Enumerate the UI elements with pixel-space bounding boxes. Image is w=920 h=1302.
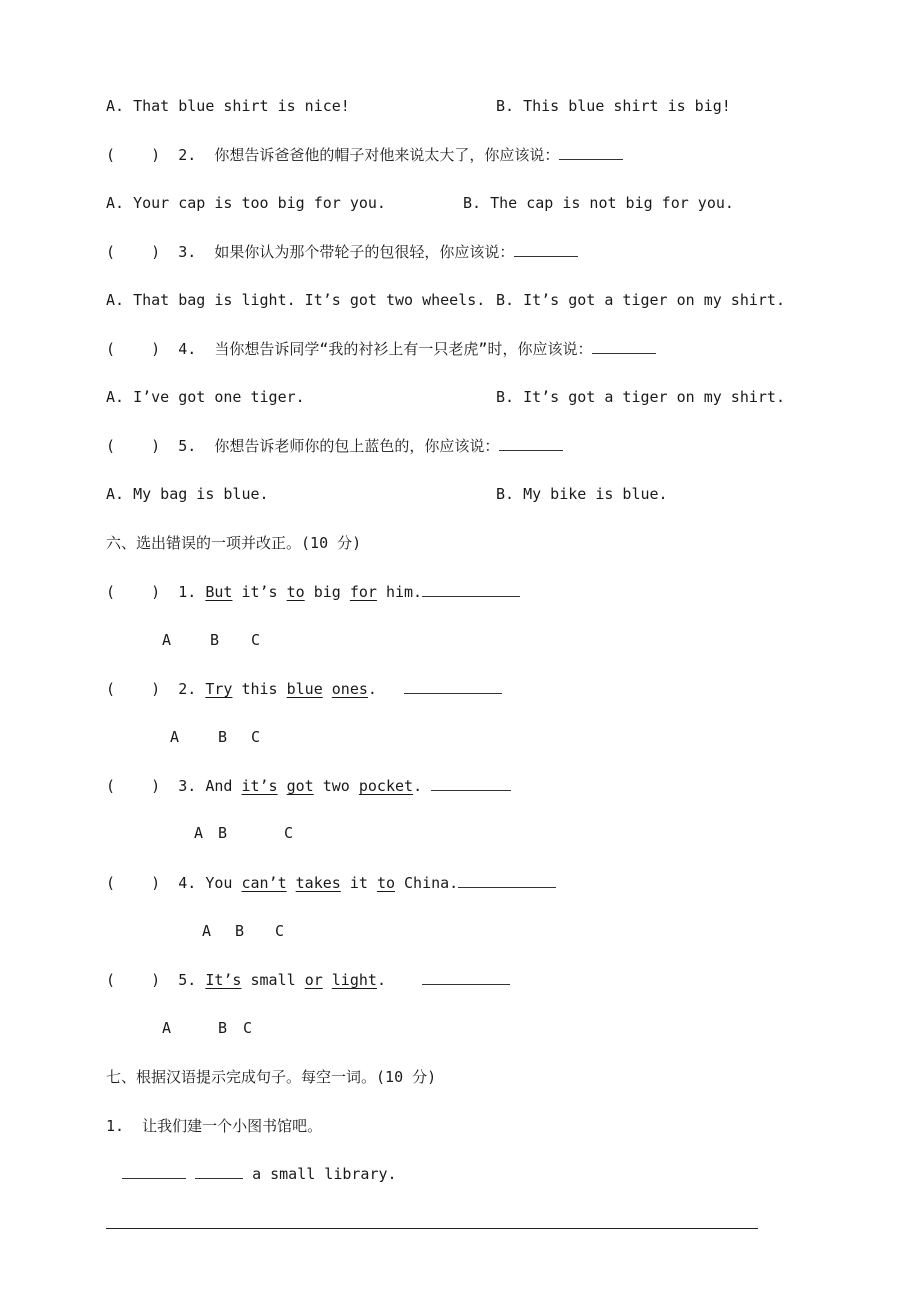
- letter-b: B: [235, 922, 245, 940]
- option-c-word: to: [376, 874, 395, 892]
- option-a-word: It’s: [205, 971, 242, 989]
- sentence-text: it’s: [232, 583, 287, 601]
- q5-option-b: B. My bike is blue.: [496, 485, 668, 503]
- letter-a: A: [162, 1019, 172, 1037]
- answer-paren: ( ): [106, 777, 161, 795]
- answer-blank[interactable]: [514, 242, 578, 257]
- q3-option-a: A. That bag is light. It’s got two wheels.: [106, 291, 486, 309]
- question-5: [106, 436, 563, 456]
- sentence-text: this: [232, 680, 287, 698]
- question-text: 你想告诉爸爸他的帽子对他来说太大了，你应该说：: [214, 146, 560, 164]
- letter-c: C: [251, 631, 261, 649]
- error-item-1: [106, 582, 520, 602]
- question-2: [106, 145, 623, 165]
- error-item-4: [106, 873, 556, 893]
- question-number: 1.: [178, 583, 197, 601]
- letter-c: C: [275, 922, 285, 940]
- correction-blank[interactable]: [422, 970, 510, 985]
- sentence-text: .: [376, 971, 386, 989]
- chinese-prompt: 让我们建一个小图书馆吧。: [142, 1117, 323, 1135]
- letter-c: C: [251, 728, 261, 746]
- answer-paren: ( ): [106, 146, 161, 164]
- question-number: 2.: [178, 146, 197, 164]
- letter-b: B: [210, 631, 220, 649]
- option-a-word: it’s: [241, 777, 278, 795]
- question-number: 4.: [178, 340, 197, 358]
- answer-paren: ( ): [106, 874, 161, 892]
- q1-option-b: B. This blue shirt is big!: [496, 97, 731, 115]
- question-text: 当你想告诉同学“我的衬衫上有一只老虎”时，你应该说：: [214, 340, 593, 358]
- sentence-text: a small library.: [252, 1165, 397, 1183]
- sentence-text: China.: [395, 874, 459, 892]
- error-item-3: [106, 776, 511, 796]
- correction-blank[interactable]: [458, 873, 556, 888]
- question-number: 4.: [178, 874, 197, 892]
- sentence-text: it: [340, 874, 377, 892]
- correction-blank[interactable]: [431, 776, 511, 791]
- letter-b: B: [218, 1019, 228, 1037]
- page-divider: [106, 1228, 758, 1229]
- sentence-text: .: [367, 680, 377, 698]
- question-3: [106, 242, 578, 262]
- answer-line-1: [122, 1164, 397, 1184]
- answer-paren: ( ): [106, 583, 161, 601]
- question-number: 3.: [178, 777, 197, 795]
- option-c-word: ones: [331, 680, 368, 698]
- answer-paren: ( ): [106, 680, 161, 698]
- section-7-heading: 七、根据汉语提示完成句子。每空一词。(10 分): [106, 1068, 437, 1086]
- question-number: 5.: [178, 437, 197, 455]
- translation-item-1: [106, 1116, 322, 1136]
- sentence-text: small: [241, 971, 305, 989]
- option-c-word: pocket: [358, 777, 414, 795]
- sentence-text: .: [413, 777, 423, 795]
- sentence-text: And: [205, 777, 242, 795]
- sentence-text: [287, 874, 296, 892]
- q2-option-a: A. Your cap is too big for you.: [106, 194, 386, 212]
- letter-a: A: [202, 922, 212, 940]
- answer-blank[interactable]: [592, 339, 656, 354]
- question-number: 1.: [106, 1117, 125, 1135]
- option-b-word: got: [286, 777, 314, 795]
- option-b-word: to: [286, 583, 305, 601]
- answer-blank[interactable]: [195, 1164, 243, 1179]
- q4-option-b: B. It’s got a tiger on my shirt.: [496, 388, 785, 406]
- letter-c: C: [243, 1019, 253, 1037]
- question-number: 3.: [178, 243, 197, 261]
- question-text: 你想告诉老师你的包上蓝色的，你应该说：: [214, 437, 500, 455]
- answer-paren: ( ): [106, 340, 161, 358]
- q3-option-b: B. It’s got a tiger on my shirt.: [496, 291, 785, 309]
- letter-b: B: [218, 824, 228, 842]
- q1-option-a: A. That blue shirt is nice!: [106, 97, 350, 115]
- answer-paren: ( ): [106, 971, 161, 989]
- letter-c: C: [284, 824, 294, 842]
- sentence-text: You: [205, 874, 242, 892]
- q4-option-a: A. I’ve got one tiger.: [106, 388, 305, 406]
- option-a-word: Try: [205, 680, 233, 698]
- option-b-word: or: [304, 971, 323, 989]
- letter-b: B: [218, 728, 228, 746]
- q2-option-b: B. The cap is not big for you.: [463, 194, 734, 212]
- question-4: [106, 339, 656, 359]
- sentence-text: [323, 680, 332, 698]
- option-b-word: takes: [295, 874, 341, 892]
- question-number: 5.: [178, 971, 197, 989]
- error-item-5: [106, 970, 510, 990]
- section-6-heading: 六、选出错误的一项并改正。(10 分): [106, 534, 362, 552]
- option-c-word: for: [349, 583, 377, 601]
- answer-paren: ( ): [106, 437, 161, 455]
- answer-blank[interactable]: [499, 436, 563, 451]
- error-item-2: [106, 679, 502, 699]
- option-a-word: But: [205, 583, 233, 601]
- sentence-text: [323, 971, 332, 989]
- answer-blank[interactable]: [122, 1164, 186, 1179]
- sentence-text: big: [304, 583, 350, 601]
- option-a-word: can’t: [241, 874, 287, 892]
- q5-option-a: A. My bag is blue.: [106, 485, 269, 503]
- option-b-word: blue: [286, 680, 323, 698]
- letter-a: A: [194, 824, 204, 842]
- letter-a: A: [162, 631, 172, 649]
- answer-blank[interactable]: [559, 145, 623, 160]
- sentence-text: [278, 777, 287, 795]
- option-c-word: light: [331, 971, 377, 989]
- correction-blank[interactable]: [404, 679, 502, 694]
- letter-a: A: [170, 728, 180, 746]
- sentence-text: him.: [376, 583, 423, 601]
- correction-blank[interactable]: [422, 582, 520, 597]
- question-number: 2.: [178, 680, 197, 698]
- answer-paren: ( ): [106, 243, 161, 261]
- sentence-text: two: [313, 777, 359, 795]
- question-text: 如果你认为那个带轮子的包很轻，你应该说：: [214, 243, 515, 261]
